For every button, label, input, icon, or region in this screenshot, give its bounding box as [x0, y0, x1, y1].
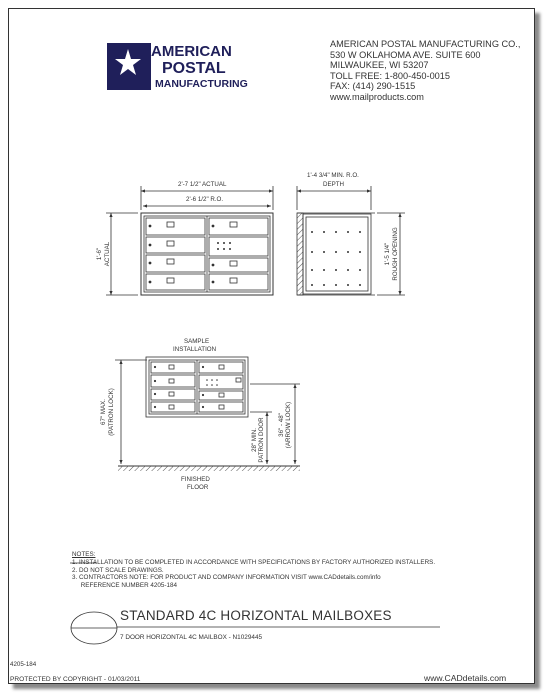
note-item: REFERENCE NUMBER 4205-184	[72, 582, 177, 590]
logo-line3: MANUFACTURING	[155, 78, 248, 90]
company-name: AMERICAN POSTAL MANUFACTURING CO.,	[330, 39, 521, 49]
installation-view	[115, 357, 300, 471]
note-item: 1. INSTALLATION TO BE COMPLETED IN ACCORDANCE WITH SPECIFICATIONS BY FACTORY AUTHORIZED INSTALLERS.	[72, 558, 436, 566]
note-item: 2. DO NOT SCALE DRAWINGS.	[72, 566, 164, 574]
company-fax: FAX: (414) 290-1515	[330, 81, 416, 92]
company-address2: MILWAUKEE, WI 53207	[330, 60, 429, 71]
notes-heading: NOTES:	[72, 551, 96, 558]
min-height-label: PATRON DOOR	[258, 417, 265, 463]
installation-title1: SAMPLE	[184, 338, 210, 345]
side-depth-value: 1'-4 3/4" MIN. R.O.	[307, 172, 359, 179]
company-logo	[107, 42, 248, 92]
front-actual-width: 2'-7 1/2" ACTUAL	[178, 181, 227, 188]
side-height-value: 1'-5 1/4"	[384, 242, 391, 266]
front-height-value: 1'-6"	[96, 247, 103, 261]
caddetails-link[interactable]: www.CADdetails.com	[424, 673, 507, 683]
logo-line2: POSTAL	[162, 60, 226, 77]
company-info	[330, 39, 520, 103]
notes	[72, 551, 435, 590]
arrow-height-value: 36" - 48"	[278, 413, 285, 437]
floor-label1: FINISHED	[181, 476, 210, 483]
copyright-notice: PROTECTED BY COPYRIGHT - 01/03/2011	[10, 676, 141, 683]
drawing-subtitle: 7 DOOR HORIZONTAL 4C MAILBOX - N1029445	[120, 634, 263, 641]
installation-title2: INSTALLATION	[173, 346, 217, 353]
note-item: 3. CONTRACTORS NOTE: FOR PRODUCT AND COMPANY INFORMATION VISIT www.CADdetails.com/info	[72, 574, 381, 582]
side-depth-label: DEPTH	[323, 181, 344, 188]
front-ro-width: 2'-6 1/2" R.O.	[186, 196, 224, 203]
side-height-label: ROUGH OPENING	[392, 227, 399, 281]
company-website: www.mailproducts.com	[330, 91, 424, 102]
max-height-value: 67" MAX.	[100, 399, 107, 425]
front-height-label: ACTUAL	[104, 241, 111, 267]
floor-label2: FLOOR	[187, 484, 209, 491]
side-view	[297, 186, 405, 295]
reference-number: 4205-184	[10, 661, 37, 668]
min-height-value: 28" MIN.	[251, 428, 258, 452]
company-address1: 530 W OKLAHOMA AVE. SUITE 600	[330, 49, 481, 60]
drawing-title: STANDARD 4C HORIZONTAL MAILBOXES	[120, 608, 392, 623]
arrow-height-label: (ARROW LOCK)	[285, 401, 292, 449]
company-tollfree: TOLL FREE: 1-800-450-0015	[330, 70, 451, 81]
logo-line1: AMERICAN	[151, 43, 232, 60]
max-height-label: (PATRON LOCK)	[108, 388, 115, 436]
